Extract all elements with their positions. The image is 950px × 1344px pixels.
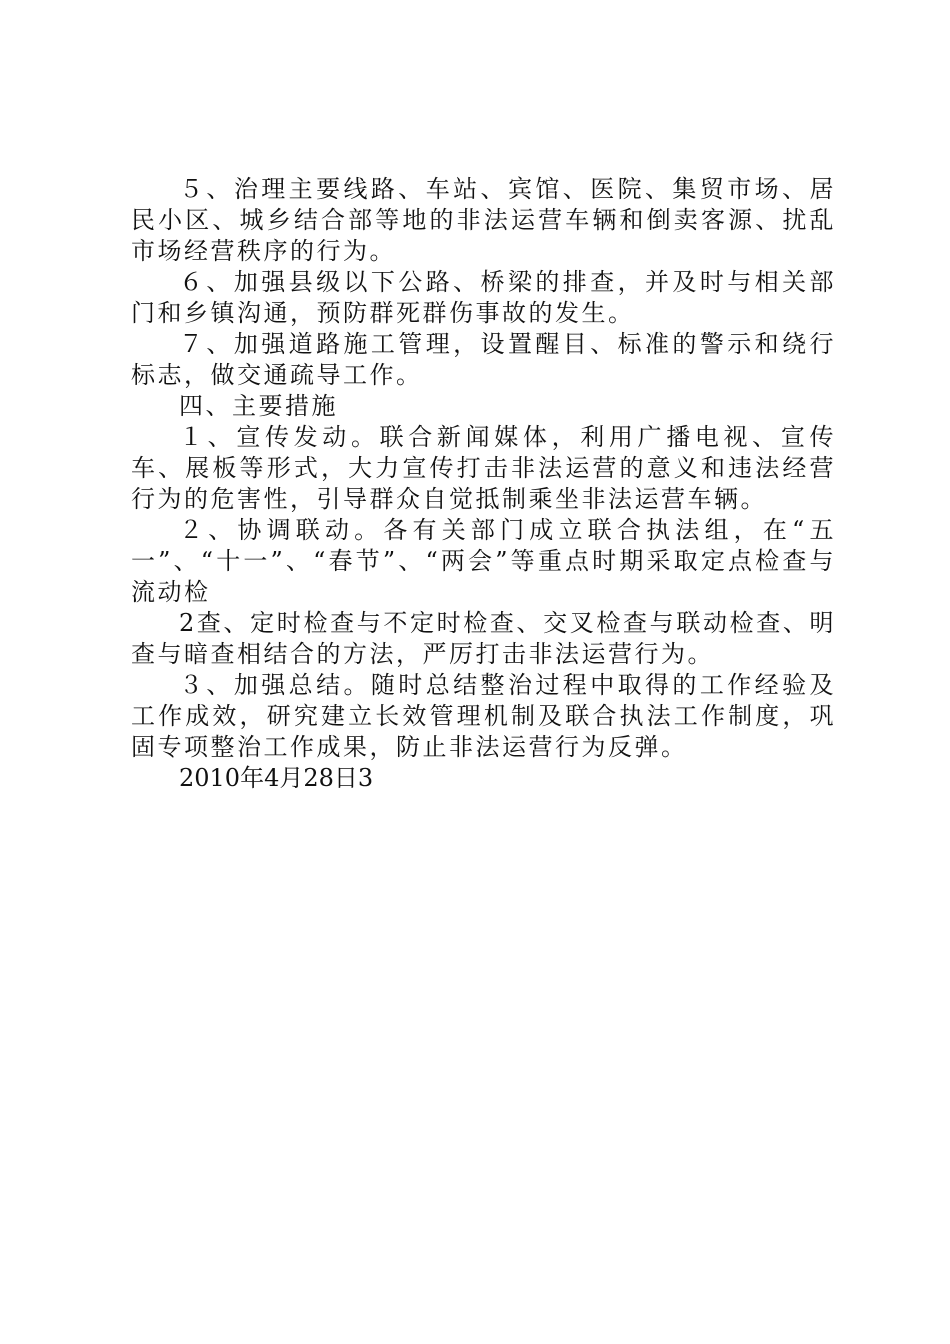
paragraph-item-5: ５、治理主要线路、车站、宾馆、医院、集贸市场、居民小区、城乡结合部等地的非法运营车辆和倒卖客源、扰乱市场经营秩序的行为。	[131, 175, 836, 265]
document-date: 2010年4月28日3	[179, 764, 374, 792]
measure-item-1: １、宣传发动。联合新闻媒体，利用广播电视、宣传车、展板等形式，大力宣传打击非法运营的意义和违法经营行为的危害性，引导群众自觉抵制乘坐非法运营车辆。	[131, 423, 836, 513]
paragraph-item-7: ７、加强道路施工管理，设置醒目、标准的警示和绕行标志，做交通疏导工作。	[131, 330, 836, 389]
measure-item-2: ２、协调联动。各有关部门成立联合执法组，在“五一”、“十一”、“春节”、“两会”等重点时期采取定点检查与流动检	[131, 516, 836, 606]
paragraph-item-6: ６、加强县级以下公路、桥梁的排查，并及时与相关部门和乡镇沟通，预防群死群伤事故的发生。	[131, 268, 836, 327]
measure-item-3: ３、加强总结。随时总结整治过程中取得的工作经验及工作成效，研究建立长效管理机制及联合执法工作制度，巩固专项整治工作成果，防止非法运营行为反弹。	[131, 671, 836, 761]
section-heading-main-measures: 四、主要措施	[179, 392, 338, 420]
measure-item-2-continued: 2查、定时检查与不定时检查、交叉检查与联动检查、明查与暗查相结合的方法，严厉打击非法运营行为。	[131, 609, 836, 668]
document-body	[131, 174, 836, 794]
